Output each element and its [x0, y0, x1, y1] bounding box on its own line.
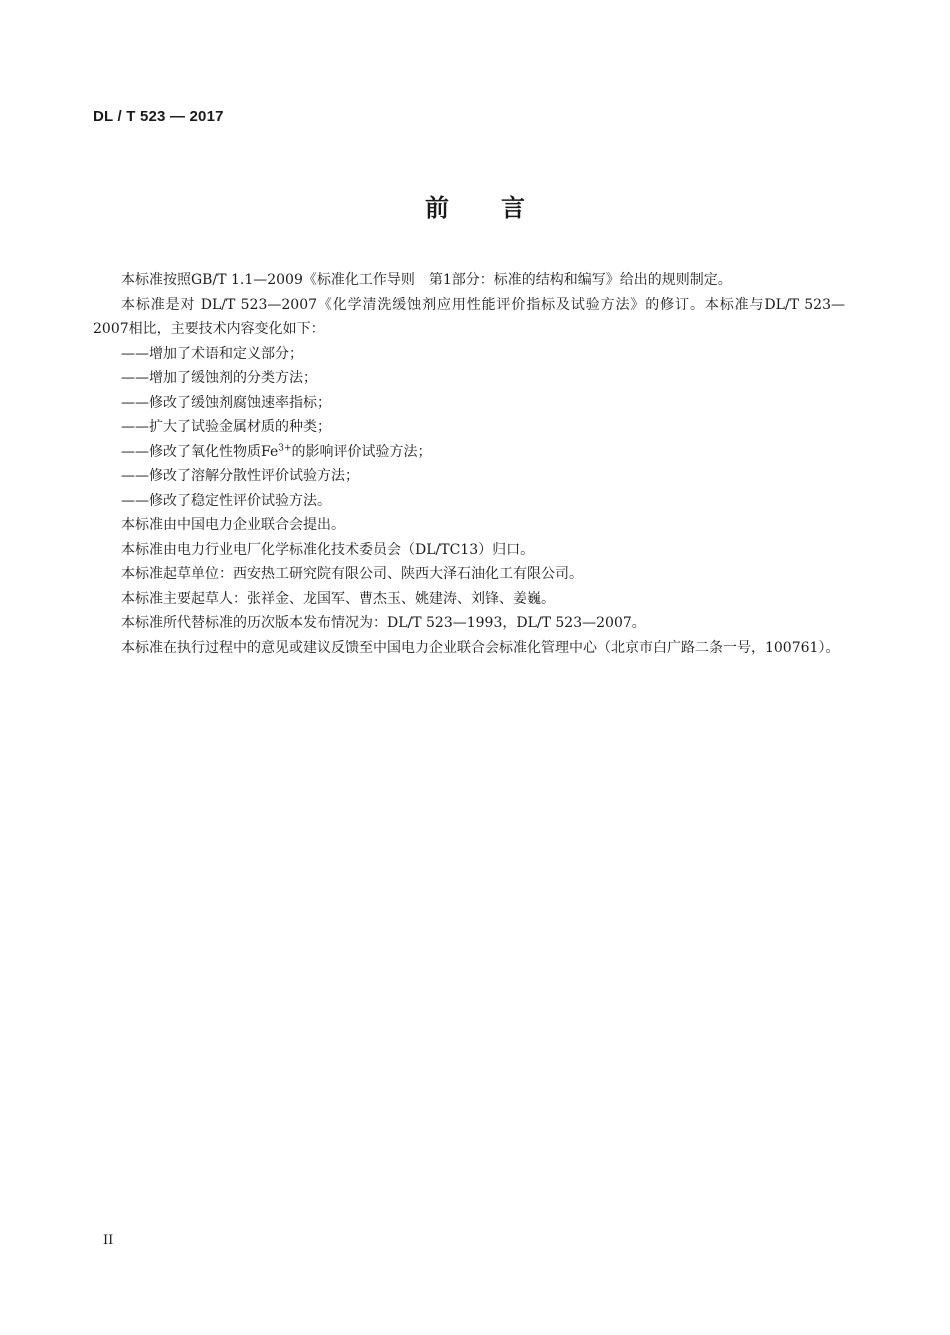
page-title: 前言: [425, 194, 577, 222]
paragraph-feedback: 本标准在执行过程中的意见或建议反馈至中国电力企业联合会标准化管理中心（北京市白广路二条一号，100761）。: [121, 639, 840, 656]
preface-body: [93, 268, 845, 660]
paragraph-committee: 本标准由电力行业电厂化学标准化技术委员会（DL/TC13）归口。: [121, 541, 535, 558]
paragraph-proposer: 本标准由中国电力企业联合会提出。: [121, 517, 345, 533]
standard-code-header: DL / T 523 — 2017: [93, 108, 224, 125]
change-item-text: 的影响评价试验方法；: [291, 443, 432, 460]
change-item: ——修改了溶解分散性评价试验方法；: [121, 468, 359, 484]
paragraph-revision: 本标准是对 DL/T 523—2007《化学清洗缓蚀剂应用性能评价指标及试验方法》的修订。本标准与DL/T 523—2007相比，主要技术内容变化如下：: [93, 296, 845, 337]
paragraph-history: 本标准所代替标准的历次版本发布情况为：DL/T 523—1993，DL/T 523—2007。: [121, 615, 646, 631]
change-item: ——增加了术语和定义部分；: [121, 345, 303, 362]
paragraph-drafting-units: 本标准起草单位：西安热工研究院有限公司、陕西大泽石油化工有限公司。: [121, 566, 583, 582]
paragraph-drafters: 本标准主要起草人：张祥金、龙国军、曹杰玉、姚建涛、刘锋、姜巍。: [121, 590, 555, 607]
page-number: II: [103, 1233, 114, 1248]
change-item-text: ——修改了氧化性物质Fe: [121, 443, 279, 460]
change-item: ——修改了稳定性评价试验方法。: [121, 492, 331, 509]
paragraph-basis: 本标准按照GB/T 1.1—2009《标准化工作导则 第1部分：标准的结构和编写》给出的规则制定。: [121, 272, 732, 288]
change-item: ——增加了缓蚀剂的分类方法；: [121, 370, 317, 386]
change-item: ——修改了缓蚀剂腐蚀速率指标；: [121, 394, 331, 411]
change-item: ——扩大了试验金属材质的种类；: [121, 419, 331, 435]
superscript-charge: 3+: [278, 442, 292, 453]
change-item-fe3: [93, 440, 845, 465]
